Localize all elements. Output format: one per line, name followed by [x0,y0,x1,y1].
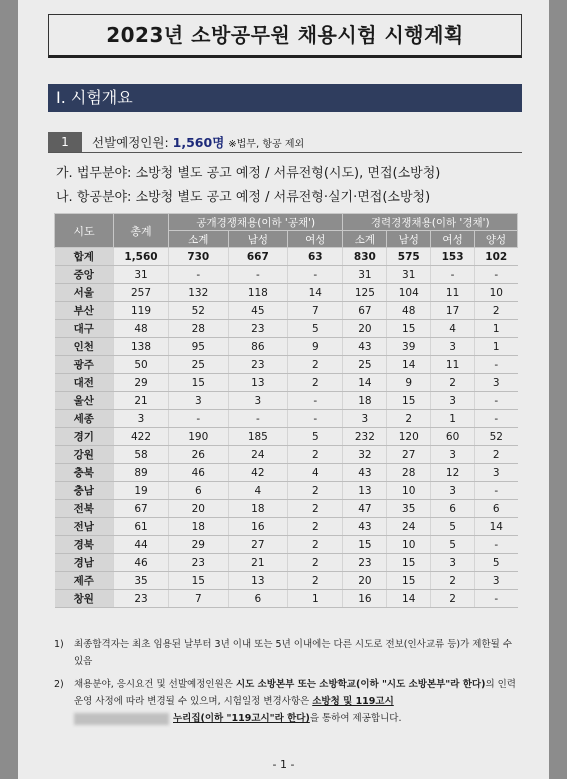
value-cell: 1 [475,338,518,356]
region-cell: 경북 [55,536,114,554]
table-row [55,410,518,428]
footnote-text: 최종합격자는 최초 임용된 날부터 3년 이내 또는 5년 이내에는 다른 시도로 전보(인사교류 등)가 제한될 수 있음 [74,639,513,667]
line-aviation: 나. 항공분야: 소방청 별도 공고 예정 / 서류전형·실기·면접(소방청) [56,190,431,205]
value-cell: - [475,266,518,284]
value-cell: 19 [114,482,169,500]
value-cell: - [475,410,518,428]
footnote-fragment: 을 통하여 제공합니다. [309,713,402,724]
value-cell: 9 [387,374,431,392]
value-cell: - [288,392,343,410]
region-cell: 창원 [55,590,114,608]
value-cell: 730 [169,248,229,266]
value-cell: 48 [114,320,169,338]
value-cell: 132 [169,284,229,302]
value-cell: - [169,266,229,284]
value-cell: 153 [431,248,475,266]
value-cell: 46 [169,464,229,482]
value-cell: 6 [228,590,288,608]
value-cell: 185 [228,428,288,446]
value-cell: 10 [387,536,431,554]
redacted-block [74,713,169,725]
value-cell: 45 [228,302,288,320]
value-cell: 52 [169,302,229,320]
value-cell: 3 [475,374,518,392]
footnote-text [74,676,524,727]
value-cell: 422 [114,428,169,446]
value-cell: 2 [288,500,343,518]
value-cell: 118 [228,284,288,302]
value-cell: 257 [114,284,169,302]
value-cell: 3 [431,446,475,464]
value-cell: 830 [343,248,387,266]
region-cell: 세종 [55,410,114,428]
value-cell: 28 [169,320,229,338]
value-cell: 29 [114,374,169,392]
value-cell: 43 [343,338,387,356]
header-career: 경력경쟁채용(이하 '경채') [343,214,518,231]
value-cell: 17 [431,302,475,320]
header-sub: 남성 [228,231,288,248]
value-cell: 25 [169,356,229,374]
value-cell: - [228,266,288,284]
region-cell: 경기 [55,428,114,446]
region-cell: 대구 [55,320,114,338]
table-row [55,590,518,608]
value-cell: 3 [431,554,475,572]
header-sub: 소계 [343,231,387,248]
table-row-total [55,248,518,266]
value-cell: 190 [169,428,229,446]
value-cell: - [475,356,518,374]
table-row [55,320,518,338]
region-cell: 강원 [55,446,114,464]
region-cell: 울산 [55,392,114,410]
value-cell: 10 [387,482,431,500]
value-cell: 15 [169,374,229,392]
region-cell: 광주 [55,356,114,374]
value-cell: - [475,482,518,500]
value-cell: 1 [288,590,343,608]
value-cell: - [475,590,518,608]
value-cell: 2 [288,536,343,554]
value-cell: 2 [475,446,518,464]
region-cell: 합계 [55,248,114,266]
value-cell: 7 [169,590,229,608]
region-cell: 서울 [55,284,114,302]
value-cell: 48 [387,302,431,320]
header-sub: 여성 [431,231,475,248]
value-cell: 67 [114,500,169,518]
subsection-heading [48,132,522,153]
recruitment-table [54,213,518,608]
value-cell: 31 [114,266,169,284]
value-cell: 27 [228,536,288,554]
value-cell: 1,560 [114,248,169,266]
value-cell: 5 [431,518,475,536]
value-cell: - [288,410,343,428]
value-cell: 15 [387,554,431,572]
table-row [55,572,518,590]
value-cell: 18 [169,518,229,536]
value-cell: 2 [387,410,431,428]
region-cell: 전남 [55,518,114,536]
value-cell: 9 [288,338,343,356]
value-cell: 16 [343,590,387,608]
subsection-number: 1 [48,132,82,152]
value-cell: 104 [387,284,431,302]
region-cell: 충남 [55,482,114,500]
section-heading: Ⅰ. 시험개요 [48,84,522,112]
value-cell: 13 [228,572,288,590]
value-cell: 89 [114,464,169,482]
value-cell: 52 [475,428,518,446]
value-cell: 2 [288,572,343,590]
value-cell: - [475,536,518,554]
value-cell: 2 [431,572,475,590]
region-cell: 전북 [55,500,114,518]
value-cell: 23 [228,320,288,338]
region-cell: 대전 [55,374,114,392]
subsection-label: 선발예정인원: [92,135,169,150]
table-row [55,338,518,356]
value-cell: 2 [431,374,475,392]
value-cell: 26 [169,446,229,464]
value-cell: - [228,410,288,428]
value-cell: 31 [343,266,387,284]
value-cell: 23 [228,356,288,374]
header-sub: 남성 [387,231,431,248]
value-cell: 15 [343,536,387,554]
value-cell: 13 [343,482,387,500]
value-cell: 3 [114,410,169,428]
value-cell: 16 [228,518,288,536]
subsection-note: ※법무, 항공 제외 [228,139,305,150]
region-cell: 중앙 [55,266,114,284]
value-cell: - [431,266,475,284]
value-cell: 4 [431,320,475,338]
value-cell: 28 [387,464,431,482]
value-cell: 43 [343,464,387,482]
footnote-number: 2) [54,679,64,690]
header-total: 총계 [114,214,169,248]
value-cell: 3 [431,392,475,410]
value-cell: 3 [169,392,229,410]
value-cell: 3 [431,338,475,356]
value-cell: 232 [343,428,387,446]
value-cell: 35 [387,500,431,518]
page-title: 2023년 소방공무원 채용시험 시행계획 [48,14,522,58]
table-row [55,446,518,464]
value-cell: 5 [475,554,518,572]
value-cell: 21 [114,392,169,410]
value-cell: 50 [114,356,169,374]
value-cell: 4 [228,482,288,500]
value-cell: 39 [387,338,431,356]
value-cell: 23 [343,554,387,572]
value-cell: 3 [343,410,387,428]
table-row [55,284,518,302]
value-cell: 32 [343,446,387,464]
table-row [55,500,518,518]
value-cell: 3 [475,464,518,482]
value-cell: 63 [288,248,343,266]
region-cell: 경남 [55,554,114,572]
value-cell: 14 [387,356,431,374]
region-cell: 인천 [55,338,114,356]
value-cell: 2 [288,356,343,374]
value-cell: 138 [114,338,169,356]
value-cell: 15 [387,320,431,338]
value-cell: 15 [387,392,431,410]
value-cell: 23 [169,554,229,572]
line-legal: 가. 법무분야: 소방청 별도 공고 예정 / 서류전형(시도), 면접(소방청) [56,166,441,181]
recruit-count: 1,560명 [172,135,225,150]
region-cell: 제주 [55,572,114,590]
value-cell: 7 [288,302,343,320]
region-cell: 충북 [55,464,114,482]
value-cell: 12 [431,464,475,482]
page-number: - 1 - [272,758,295,771]
value-cell: 60 [431,428,475,446]
value-cell: 575 [387,248,431,266]
value-cell: 24 [228,446,288,464]
value-cell: 14 [343,374,387,392]
value-cell: 47 [343,500,387,518]
value-cell: 24 [387,518,431,536]
value-cell: 5 [288,428,343,446]
table-row [55,482,518,500]
value-cell: 1 [475,320,518,338]
value-cell: 20 [343,320,387,338]
value-cell: 2 [288,374,343,392]
value-cell: 6 [169,482,229,500]
header-region: 시도 [55,214,114,248]
value-cell: 119 [114,302,169,320]
value-cell: 11 [431,284,475,302]
subsection-text [92,133,304,151]
table-row [55,464,518,482]
value-cell: 2 [288,482,343,500]
document-page [18,0,549,779]
value-cell: 61 [114,518,169,536]
value-cell: 18 [228,500,288,518]
footnote-fragment: 채용분야, 응시요건 및 선발예정인원은 [74,679,236,690]
value-cell: 15 [387,572,431,590]
table-row [55,266,518,284]
value-cell: 6 [475,500,518,518]
table-body [55,248,518,608]
value-cell: 3 [475,572,518,590]
value-cell: 42 [228,464,288,482]
table-row [55,536,518,554]
table-row [55,554,518,572]
footnote-link-text: 누리집(이하 "119고시"라 한다) [173,713,310,724]
value-cell: 1 [431,410,475,428]
header-sub: 양성 [475,231,518,248]
value-cell: 2 [475,302,518,320]
value-cell: 86 [228,338,288,356]
value-cell: 10 [475,284,518,302]
value-cell: 95 [169,338,229,356]
footnote-fragment: 의 인력운영 사정에 따라 변경될 수 있으며, 시험일정 변경사항은 [74,679,516,707]
value-cell: 2 [288,518,343,536]
value-cell: 46 [114,554,169,572]
value-cell: 120 [387,428,431,446]
value-cell: 14 [475,518,518,536]
value-cell: 6 [431,500,475,518]
value-cell: - [169,410,229,428]
value-cell: 5 [431,536,475,554]
value-cell: 20 [343,572,387,590]
footnote-link-text: 소방청 및 119고시 [312,696,394,707]
footnote-emphasis: 시도 소방본부 또는 소방학교(이하 "시도 소방본부"라 한다) [235,679,486,690]
value-cell: - [475,392,518,410]
value-cell: 14 [387,590,431,608]
table-row [55,518,518,536]
table-row [55,356,518,374]
value-cell: 25 [343,356,387,374]
table-row [55,392,518,410]
value-cell: 15 [169,572,229,590]
value-cell: 27 [387,446,431,464]
value-cell: 18 [343,392,387,410]
value-cell: 44 [114,536,169,554]
footnote-number: 1) [54,639,64,650]
value-cell: 67 [343,302,387,320]
value-cell: 102 [475,248,518,266]
value-cell: 20 [169,500,229,518]
value-cell: 21 [228,554,288,572]
table-row [55,428,518,446]
header-sub: 여성 [288,231,343,248]
value-cell: 3 [431,482,475,500]
value-cell: 11 [431,356,475,374]
value-cell: - [288,266,343,284]
value-cell: 3 [228,392,288,410]
value-cell: 14 [288,284,343,302]
value-cell: 4 [288,464,343,482]
value-cell: 31 [387,266,431,284]
header-public: 공개경쟁채용(이하 '공채') [169,214,343,231]
value-cell: 29 [169,536,229,554]
value-cell: 125 [343,284,387,302]
header-sub: 소계 [169,231,229,248]
value-cell: 23 [114,590,169,608]
table-row [55,374,518,392]
value-cell: 2 [288,446,343,464]
value-cell: 2 [288,554,343,572]
value-cell: 43 [343,518,387,536]
value-cell: 5 [288,320,343,338]
value-cell: 667 [228,248,288,266]
value-cell: 2 [431,590,475,608]
region-cell: 부산 [55,302,114,320]
value-cell: 58 [114,446,169,464]
table-row [55,302,518,320]
value-cell: 13 [228,374,288,392]
value-cell: 35 [114,572,169,590]
